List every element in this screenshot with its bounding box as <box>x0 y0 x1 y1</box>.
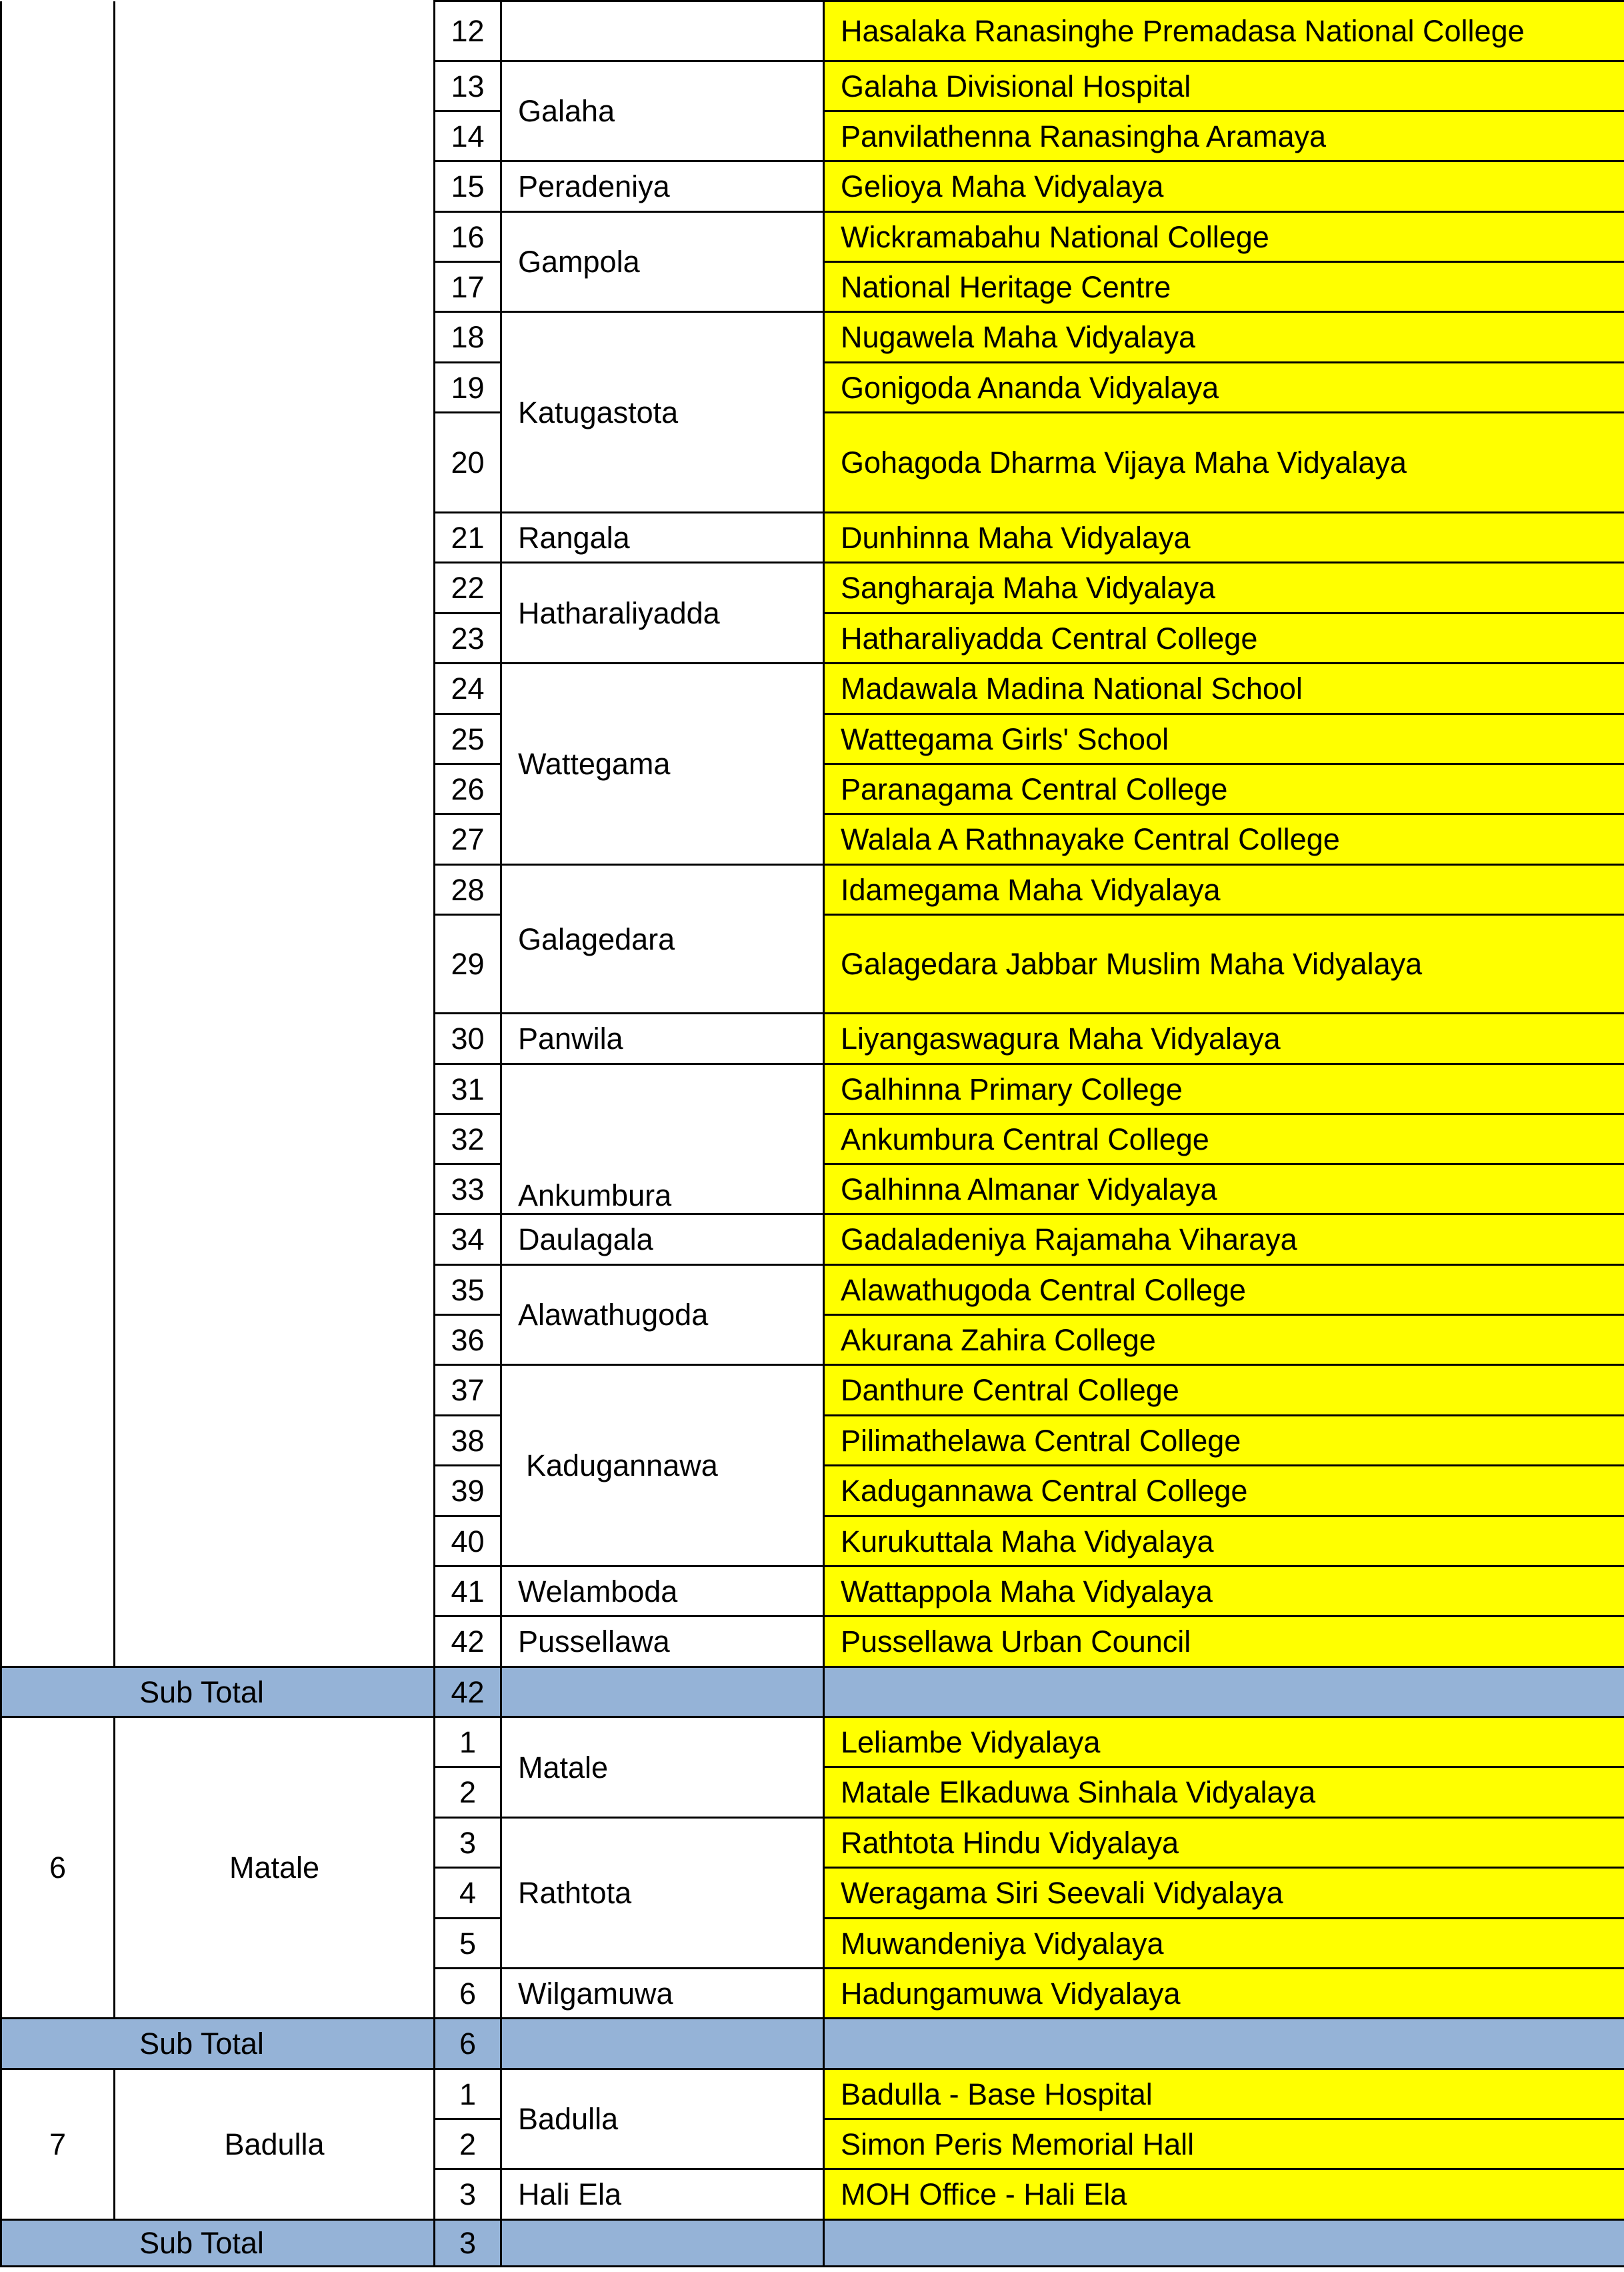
row-number: 12 <box>435 1 501 61</box>
location-cell: Galagedara Jabbar Muslim Maha Vidyalaya <box>824 915 1624 1014</box>
row-number: 6 <box>435 1969 501 2019</box>
district-cell: Badulla <box>115 2069 435 2220</box>
row-number: 1 <box>435 2069 501 2119</box>
location-cell: Ankumbura Central College <box>824 1114 1624 1164</box>
location-cell: Akurana Zahira College <box>824 1315 1624 1365</box>
area-cell: Katugastota <box>501 312 824 513</box>
row-number: 3 <box>435 2169 501 2220</box>
row-number: 4 <box>435 1868 501 1919</box>
subtotal-label: Sub Total <box>1 1667 435 1717</box>
subtotal-row <box>1 2019 1624 2069</box>
location-cell: Wattappola Maha Vidyalaya <box>824 1566 1624 1616</box>
area-cell: Welamboda <box>501 1566 824 1616</box>
row-number: 2 <box>435 1767 501 1818</box>
area-cell: Galaha <box>501 61 824 161</box>
location-cell: Paranagama Central College <box>824 764 1624 814</box>
location-cell: Nugawela Maha Vidyalaya <box>824 312 1624 363</box>
row-number: 3 <box>435 1818 501 1868</box>
subtotal-empty-cell <box>824 2019 1624 2069</box>
location-cell: Gadaladeniya Rajamaha Viharaya <box>824 1214 1624 1265</box>
row-number: 5 <box>435 1919 501 1969</box>
row-number: 36 <box>435 1315 501 1365</box>
location-cell: Rathtota Hindu Vidyalaya <box>824 1818 1624 1868</box>
area-cell: Gampola <box>501 212 824 312</box>
row-number: 29 <box>435 915 501 1014</box>
row-number: 26 <box>435 764 501 814</box>
location-cell: MOH Office - Hali Ela <box>824 2169 1624 2220</box>
location-cell: Matale Elkaduwa Sinhala Vidyalaya <box>824 1767 1624 1818</box>
area-cell: Hali Ela <box>501 2169 824 2220</box>
row-number: 20 <box>435 413 501 513</box>
area-cell: Wattegama <box>501 664 824 865</box>
location-cell: Badulla - Base Hospital <box>824 2069 1624 2119</box>
row-number: 18 <box>435 312 501 363</box>
row-number: 31 <box>435 1064 501 1114</box>
location-cell: Galhinna Primary College <box>824 1064 1624 1114</box>
area-cell: Ankumbura <box>501 1064 824 1214</box>
row-number: 42 <box>435 1616 501 1667</box>
subtotal-value: 6 <box>435 2019 501 2069</box>
table-row <box>1 1 1624 61</box>
subtotal-empty-cell <box>501 1667 824 1717</box>
row-number: 39 <box>435 1466 501 1516</box>
area-cell: Rangala <box>501 513 824 563</box>
area-cell: Daulagala <box>501 1214 824 1265</box>
location-cell: Hadungamuwa Vidyalaya <box>824 1969 1624 2019</box>
location-cell: Dunhinna Maha Vidyalaya <box>824 513 1624 563</box>
location-cell: Walala A Rathnayake Central College <box>824 814 1624 865</box>
row-number: 30 <box>435 1014 501 1064</box>
location-cell: Wickramabahu National College <box>824 212 1624 262</box>
row-number: 1 <box>435 1717 501 1767</box>
subtotal-empty-cell <box>824 1667 1624 1717</box>
row-number: 25 <box>435 714 501 764</box>
row-number: 16 <box>435 212 501 262</box>
row-number: 37 <box>435 1365 501 1416</box>
location-cell: Muwandeniya Vidyalaya <box>824 1919 1624 1969</box>
location-cell: Liyangaswagura Maha Vidyalaya <box>824 1014 1624 1064</box>
row-number: 17 <box>435 262 501 312</box>
area-cell: Matale <box>501 1717 824 1818</box>
table-row <box>1 1717 1624 1767</box>
row-number: 34 <box>435 1214 501 1265</box>
row-number: 27 <box>435 814 501 865</box>
row-number: 15 <box>435 161 501 212</box>
location-cell: Madawala Madina National School <box>824 664 1624 714</box>
location-cell: Simon Peris Memorial Hall <box>824 2119 1624 2169</box>
area-cell: Badulla <box>501 2069 824 2169</box>
location-cell: Panvilathenna Ranasingha Aramaya <box>824 111 1624 161</box>
table-row <box>1 2069 1624 2119</box>
province-number-cell <box>1 1 115 1667</box>
row-number: 22 <box>435 563 501 614</box>
subtotal-value: 42 <box>435 1667 501 1717</box>
location-cell: Danthure Central College <box>824 1365 1624 1416</box>
location-cell: Kadugannawa Central College <box>824 1466 1624 1516</box>
location-cell: Gohagoda Dharma Vijaya Maha Vidyalaya <box>824 413 1624 513</box>
location-cell: Kurukuttala Maha Vidyalaya <box>824 1516 1624 1566</box>
location-cell: Idamegama Maha Vidyalaya <box>824 865 1624 915</box>
subtotal-value: 3 <box>435 2220 501 2267</box>
district-cell <box>115 1 435 1667</box>
row-number: 24 <box>435 664 501 714</box>
area-cell: Pussellawa <box>501 1616 824 1667</box>
location-cell: Gonigoda Ananda Vidyalaya <box>824 363 1624 413</box>
area-cell: Peradeniya <box>501 161 824 212</box>
subtotal-empty-cell <box>501 2019 824 2069</box>
subtotal-label: Sub Total <box>1 2220 435 2267</box>
location-cell: Galhinna Almanar Vidyalaya <box>824 1164 1624 1214</box>
province-number-cell: 6 <box>1 1717 115 2019</box>
location-cell: National Heritage Centre <box>824 262 1624 312</box>
subtotal-row <box>1 1667 1624 1717</box>
row-number: 35 <box>435 1265 501 1315</box>
province-number-cell: 7 <box>1 2069 115 2220</box>
location-cell: Wattegama Girls' School <box>824 714 1624 764</box>
area-cell: Alawathugoda <box>501 1265 824 1365</box>
location-cell: Galaha Divisional Hospital <box>824 61 1624 111</box>
subtotal-label: Sub Total <box>1 2019 435 2069</box>
subtotal-empty-cell <box>501 2220 824 2267</box>
location-cell: Hasalaka Ranasinghe Premadasa National College <box>824 1 1624 61</box>
row-number: 33 <box>435 1164 501 1214</box>
area-cell: Galagedara <box>501 865 824 1014</box>
location-cell: Alawathugoda Central College <box>824 1265 1624 1315</box>
row-number: 19 <box>435 363 501 413</box>
location-cell: Pussellawa Urban Council <box>824 1616 1624 1667</box>
area-cell <box>501 1 824 61</box>
location-cell: Gelioya Maha Vidyalaya <box>824 161 1624 212</box>
row-number: 28 <box>435 865 501 915</box>
row-number: 40 <box>435 1516 501 1566</box>
location-cell: Weragama Siri Seevali Vidyalaya <box>824 1868 1624 1919</box>
row-number: 41 <box>435 1566 501 1616</box>
row-number: 13 <box>435 61 501 111</box>
area-cell: Hatharaliyadda <box>501 563 824 664</box>
row-number: 23 <box>435 614 501 664</box>
location-cell: Pilimathelawa Central College <box>824 1416 1624 1466</box>
location-cell: Leliambe Vidyalaya <box>824 1717 1624 1767</box>
row-number: 14 <box>435 111 501 161</box>
row-number: 21 <box>435 513 501 563</box>
area-cell: Wilgamuwa <box>501 1969 824 2019</box>
row-number: 32 <box>435 1114 501 1164</box>
location-cell: Sangharaja Maha Vidyalaya <box>824 563 1624 614</box>
area-cell: Kadugannawa <box>501 1365 824 1566</box>
row-number: 2 <box>435 2119 501 2169</box>
row-number: 38 <box>435 1416 501 1466</box>
subtotal-empty-cell <box>824 2220 1624 2267</box>
subtotal-row <box>1 2220 1624 2267</box>
area-cell: Panwila <box>501 1014 824 1064</box>
area-cell: Rathtota <box>501 1818 824 1969</box>
district-cell: Matale <box>115 1717 435 2019</box>
location-cell: Hatharaliyadda Central College <box>824 614 1624 664</box>
